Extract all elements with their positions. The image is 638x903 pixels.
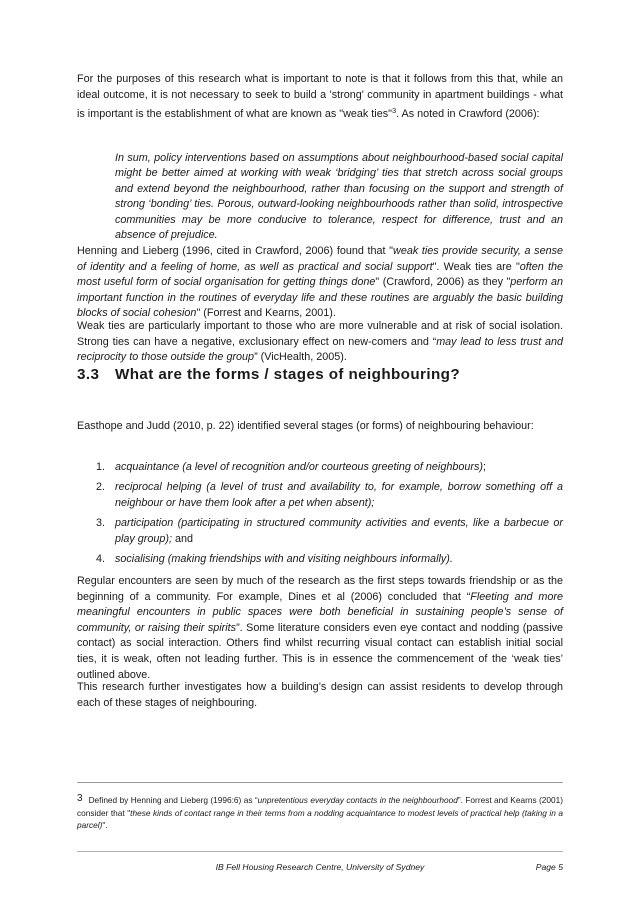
footnote: $^3$ Defined by Henning and Lieberg (1996:6) as “unpretentious everyday contacts in the neighbourhood”. Forrest and Kearns (2001) consider that "these kinds of contact range in their terms from a nodding acquaintance to modest levels of practical help (taking in a parcel)". [77,793,563,831]
list-item: 4. socialising (making friendships with and visiting neighbours informally). [96,553,453,566]
footer-divider [77,851,563,852]
list-item: 1. acquaintance (a level of recognition and/or courteous greeting of neighbours); [96,461,486,473]
section-heading [77,366,460,383]
paragraph-weak-ties-intro: For the purposes of this research what is important to note is that it follows from this that, while an ideal outcome, it is not necessary to seek to build a 'strong' community in apartment buildings - what is important is the establishment of what are known as "weak ties"$^3$. As noted in Crawford (2006): [77,73,563,121]
footer-organisation: IB Fell Housing Research Centre, University of Sydney [215,862,425,872]
section-title: What are the forms / stages of neighbouring? [115,366,460,383]
stages-list [77,460,563,572]
paragraph-vulnerable: Weak ties are particularly important to those who are more vulnerable and at risk of social isolation. Strong ties can have a negative, exclusionary effect on new-comers and “may lead to less trust and reciprocity to those outside the group” (VicHealth, 2005). [77,320,563,364]
footnote-divider [77,782,563,783]
block-quote-crawford: In sum, policy interventions based on assumptions about neighbourhood-based social capital might be better aimed at working with weak ‘bridging’ ties that stretch across social groups and extend beyond the neighbourhood, rather than focusing on the support and strength of strong ‘bonding’ ties. Porous, outward-looking neighbourhoods rather than solid, introspective communities may be more conducive to tolerance, respect for difference, trust and an absence of prejudice. [115,152,563,242]
section-number: 3.3 [77,366,100,383]
page-number: Page 5 [535,862,563,872]
list-item: 2. reciprocal helping (a level of trust and availability to, for example, borrow something off a neighbour or have them look after a pet when absent); [96,481,563,509]
paragraph-easthope-judd: Easthope and Judd (2010, p. 22) identified several stages (or forms) of neighbouring behaviour: [77,420,534,432]
list-item: 3. participation (participating in structured community activities and events, like a barbecue or play group); and [96,517,563,545]
paragraph-henning-lieberg: Henning and Lieberg (1996, cited in Crawford, 2006) found that "weak ties provide security, a sense of identity and a feeling of home, as well as practical and social support". Weak ties are "often the most useful form of social organisation for getting things done" (Crawford, 2006) as they "perform an important function in the routines of everyday life and these routines are arguably the basic building blocks of social cohesion" (Forrest and Kearns, 2001). [77,245,563,320]
footnote-reference[interactable]: 3 [391,106,397,116]
footnote-number: 3 [77,793,83,804]
paragraph-further-investigates: This research further investigates how a building’s design can assist residents to develop through each of these stages of neighbouring. [77,681,563,709]
document-page [77,0,563,903]
paragraph-regular-encounters: Regular encounters are seen by much of the research as the first steps towards friendship or as the beginning of a community. For example, Dines et al (2006) concluded that “Fleeting and more meaningful encounters in public spaces were both beneficial in sustaining people’s sense of community, or raising their spirits”. Some literature considers even eye contact and nodding (passive contact) as social interaction. Others find whilst recurring visual contact can establish initial social ties, it is weak, often not leading further. This is in essence the commencement of the ‘weak ties’ outlined above. [77,575,563,681]
